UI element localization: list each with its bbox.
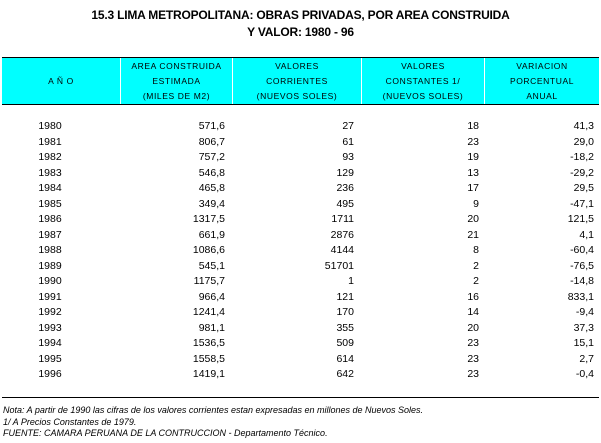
cell-constantes: 9 — [473, 197, 479, 210]
cell-year: 1982 — [38, 151, 62, 163]
cell-area: 1241,4 — [192, 306, 225, 318]
header-year — [2, 58, 120, 104]
table-row — [0, 352, 601, 367]
header-constantes-line1: VALORES — [401, 60, 445, 71]
header-variacion-line3: ANUAL — [526, 90, 558, 101]
header-area-line1: AREA CONSTRUIDA — [131, 60, 222, 71]
cell-variacion: 4,1 — [579, 228, 594, 241]
table-row — [0, 336, 601, 351]
cell-corrientes: 1 — [348, 275, 354, 287]
cell-constantes: 20 — [467, 321, 479, 334]
cell-constantes: 8 — [473, 244, 479, 256]
cell-variacion: 833,1 — [567, 290, 594, 303]
cell-year: 1996 — [38, 368, 62, 380]
header-constantes — [362, 58, 484, 104]
header-variacion-line2: PORCENTUAL — [509, 75, 575, 86]
cell-year: 1995 — [38, 352, 62, 365]
table-row — [0, 212, 601, 227]
cell-constantes: 19 — [467, 151, 479, 163]
cell-year: 1981 — [38, 135, 62, 148]
cell-constantes: 23 — [467, 352, 479, 365]
table-header — [2, 57, 599, 105]
cell-constantes: 2 — [473, 259, 479, 272]
cell-area: 465,8 — [198, 182, 225, 194]
header-area — [121, 58, 232, 104]
source-line: FUENTE: CAMARA PERUANA DE LA CONTRUCCION - Departamento Técnico. — [3, 428, 328, 438]
header-constantes-line2: CONSTANTES 1/ — [385, 75, 461, 86]
cell-corrientes: 121 — [336, 290, 354, 303]
cell-corrientes: 1711 — [331, 213, 354, 225]
cell-area: 571,6 — [198, 120, 225, 132]
cell-area: 1536,5 — [192, 337, 225, 349]
cell-constantes: 2 — [473, 275, 479, 287]
cell-variacion: -0,4 — [575, 368, 594, 380]
cell-year: 1984 — [38, 182, 62, 194]
cell-variacion: -60,4 — [570, 244, 594, 256]
table-row — [0, 290, 601, 305]
header-area-line3: (MILES DE M2) — [142, 90, 211, 101]
cell-variacion: -18,2 — [570, 151, 594, 163]
note-line: Nota: A partir de 1990 las cifras de los valores corrientes estan expresadas en millones de Nuevos Soles. — [3, 405, 424, 415]
cell-corrientes: 129 — [336, 166, 354, 179]
table-row — [0, 166, 601, 181]
header-corrientes-line1: VALORES — [275, 60, 319, 71]
table-row — [0, 367, 601, 382]
table-title-line1: 15.3 LIMA METROPOLITANA: OBRAS PRIVADAS, POR AREA CONSTRUIDA — [91, 8, 510, 22]
cell-area: 545,1 — [198, 259, 225, 272]
header-variacion-line1: VARIACION — [516, 60, 568, 71]
cell-constantes: 23 — [467, 135, 479, 148]
cell-variacion: 41,3 — [573, 120, 594, 132]
cell-variacion: -76,5 — [570, 259, 594, 272]
table-row — [0, 181, 601, 196]
cell-year: 1989 — [38, 259, 62, 272]
cell-constantes: 23 — [467, 368, 479, 380]
cell-year: 1991 — [38, 290, 62, 303]
cell-constantes: 17 — [467, 182, 479, 194]
cell-variacion: 29,0 — [573, 135, 594, 148]
cell-constantes: 21 — [467, 228, 479, 241]
cell-area: 546,8 — [198, 166, 225, 179]
cell-variacion: 15,1 — [573, 337, 594, 349]
cell-constantes: 23 — [467, 337, 479, 349]
cell-constantes: 18 — [467, 120, 479, 132]
cell-area: 1558,5 — [192, 352, 225, 365]
header-corrientes-line3: (NUEVOS SOLES) — [256, 90, 338, 101]
cell-corrientes: 614 — [336, 352, 354, 365]
cell-variacion: -9,4 — [575, 306, 594, 318]
cell-area: 1317,5 — [192, 213, 225, 225]
cell-corrientes: 27 — [342, 120, 354, 132]
table-row — [0, 259, 601, 274]
cell-year: 1988 — [38, 244, 62, 256]
cell-corrientes: 4144 — [330, 244, 354, 256]
cell-area: 1086,6 — [192, 244, 225, 256]
table-row — [0, 197, 601, 212]
table-row — [0, 150, 601, 165]
cell-constantes: 13 — [467, 166, 479, 179]
table-row — [0, 119, 601, 134]
table-row — [0, 243, 601, 258]
cell-constantes: 20 — [467, 213, 479, 225]
cell-year: 1990 — [38, 275, 62, 287]
cell-variacion: -14,8 — [570, 275, 594, 287]
cell-variacion: -29,2 — [570, 166, 594, 179]
cell-year: 1986 — [38, 213, 62, 225]
cell-year: 1983 — [38, 166, 62, 179]
cell-area: 661,9 — [198, 228, 225, 241]
header-year-label: A Ñ O — [48, 75, 74, 86]
cell-corrientes: 51701 — [324, 259, 354, 272]
cell-variacion: 121,5 — [567, 213, 594, 225]
table-row — [0, 135, 601, 150]
cell-year: 1994 — [38, 337, 62, 349]
table-title-line2: Y VALOR: 1980 - 96 — [247, 25, 354, 39]
table-notes — [3, 405, 423, 440]
header-variacion — [485, 58, 599, 104]
cell-corrientes: 2876 — [330, 228, 354, 241]
cell-corrientes: 495 — [336, 197, 354, 210]
cell-area: 981,1 — [198, 321, 225, 334]
cell-year: 1992 — [38, 306, 62, 318]
cell-year: 1993 — [38, 321, 62, 334]
cell-corrientes: 509 — [336, 337, 354, 349]
cell-corrientes: 355 — [336, 321, 354, 334]
table-row — [0, 274, 601, 289]
cell-year: 1987 — [38, 228, 62, 241]
table-row — [0, 321, 601, 336]
cell-variacion: 29,5 — [573, 182, 594, 194]
table-row — [0, 228, 601, 243]
cell-area: 1175,7 — [193, 275, 225, 287]
cell-corrientes: 61 — [342, 135, 354, 148]
cell-corrientes: 170 — [336, 306, 354, 318]
cell-area: 757,2 — [198, 151, 225, 163]
header-constantes-line3: (NUEVOS SOLES) — [382, 90, 464, 101]
footnote-line: 1/ A Precios Constantes de 1979. — [3, 416, 137, 427]
cell-area: 966,4 — [198, 290, 225, 303]
cell-year: 1980 — [38, 120, 62, 132]
header-corrientes-line2: CORRIENTES — [266, 75, 328, 86]
cell-variacion: -47,1 — [570, 197, 594, 210]
cell-variacion: 37,3 — [573, 321, 594, 334]
cell-corrientes: 236 — [336, 182, 354, 194]
cell-year: 1985 — [38, 197, 62, 210]
cell-area: 1419,1 — [192, 368, 225, 380]
cell-corrientes: 93 — [342, 151, 354, 163]
cell-constantes: 14 — [467, 306, 479, 318]
cell-area: 349,4 — [198, 197, 225, 210]
cell-area: 806,7 — [198, 135, 225, 148]
cell-constantes: 16 — [467, 290, 479, 303]
cell-corrientes: 642 — [336, 368, 354, 380]
header-corrientes — [233, 58, 361, 104]
table-row — [0, 305, 601, 320]
header-area-line2: ESTIMADA — [152, 75, 201, 86]
table-bottom-rule — [2, 397, 599, 398]
cell-variacion: 2,7 — [579, 352, 594, 365]
